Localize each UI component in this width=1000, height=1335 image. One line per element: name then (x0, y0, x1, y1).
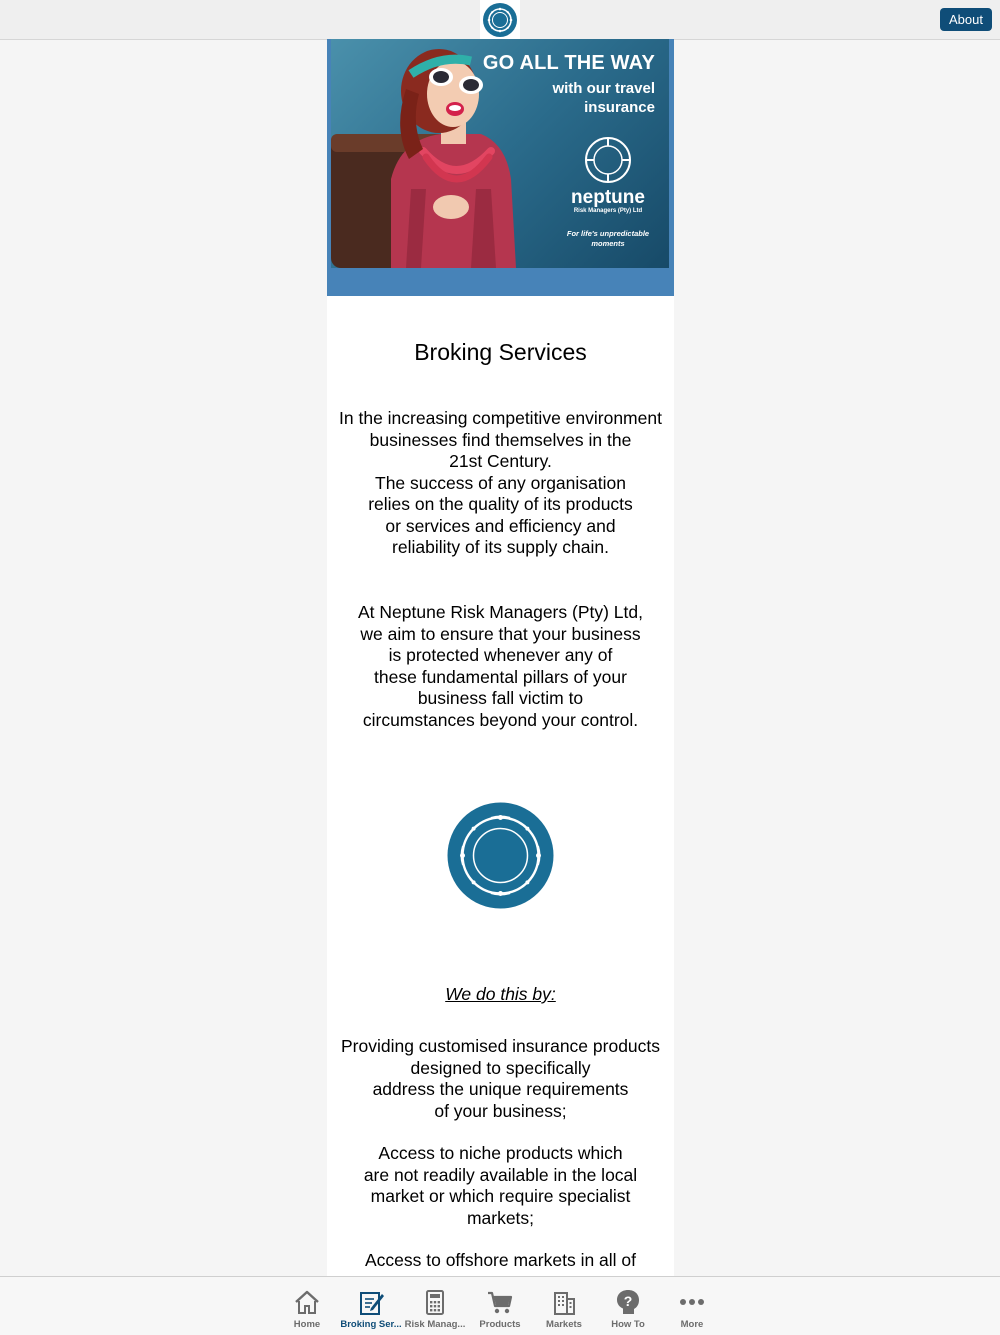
text-line: businesses find themselves in the (369, 429, 632, 450)
tab-label: More (680, 1319, 704, 1330)
banner-brand: neptune (571, 187, 645, 208)
text-line: address the unique requirements (372, 1079, 629, 1099)
tab-more[interactable] (660, 1277, 724, 1335)
service-item-offshore (327, 1250, 674, 1272)
main-content (327, 39, 674, 1276)
edit-document-icon (357, 1288, 385, 1316)
neptune-lifebuoy-logo-icon (447, 802, 554, 909)
tab-label: How To (611, 1319, 645, 1330)
text-line: Access to offshore markets in all of (364, 1250, 637, 1270)
tab-label: Home (293, 1319, 321, 1330)
bottom-tab-bar (0, 1276, 1000, 1335)
service-item-niche (327, 1143, 674, 1229)
neptune-lifebuoy-icon (582, 134, 634, 186)
mission-paragraph (327, 602, 674, 731)
home-icon (293, 1288, 321, 1316)
banner-brand-sub: Risk Managers (Pty) Ltd (573, 208, 643, 214)
tab-how-to[interactable] (596, 1277, 660, 1335)
tab-risk-management[interactable] (403, 1277, 467, 1335)
text-line: of your business; (434, 1100, 567, 1121)
text-line: designed to specifically (410, 1057, 591, 1078)
text-line: In the increasing competitive environment (339, 408, 662, 428)
text-line: relies on the quality of its products (368, 494, 633, 514)
service-item-customised (327, 1036, 674, 1122)
text-line: these fundamental pillars of your (374, 666, 627, 687)
text-line: At Neptune Risk Managers (Pty) Ltd, (358, 602, 643, 622)
text-line: The success of any organisation (375, 472, 626, 493)
we-do-this-heading: We do this by: (445, 984, 556, 1004)
text-line: market or which require specialist (370, 1186, 631, 1206)
building-icon (550, 1288, 578, 1316)
tab-home[interactable] (275, 1277, 339, 1335)
about-button[interactable]: About (940, 8, 992, 31)
banner-headline: GO ALL THE WAY (482, 52, 655, 74)
question-icon (614, 1288, 642, 1316)
intro-paragraph (327, 408, 674, 559)
text-line: 21st Century. (449, 451, 552, 471)
text-line: Providing customised insurance products (340, 1036, 661, 1056)
travel-insurance-banner (331, 39, 669, 268)
tab-label: Products (479, 1319, 521, 1330)
cart-icon (486, 1288, 514, 1316)
calculator-icon (421, 1288, 449, 1316)
neptune-logo-icon (480, 0, 520, 39)
tab-label: Risk Manag... (404, 1319, 466, 1330)
svg-text:?: ? (623, 1293, 633, 1309)
text-line: circumstances beyond your control. (362, 709, 639, 730)
text-line: or services and efficiency and (385, 515, 616, 536)
tab-markets[interactable] (532, 1277, 596, 1335)
banner-band (327, 39, 674, 296)
text-line: business fall victim to (417, 688, 584, 708)
tab-label: Markets (546, 1319, 582, 1330)
more-dots-icon (678, 1288, 706, 1316)
tab-broking-services[interactable] (339, 1277, 403, 1335)
banner-tagline: For life's unpredictable moments (566, 229, 650, 248)
tab-label: Broking Ser... (340, 1319, 402, 1330)
text-line: markets; (466, 1207, 535, 1228)
text-line: Access to niche products which (378, 1143, 623, 1163)
text-line: we aim to ensure that your business (360, 623, 641, 644)
text-line: are not readily available in the local (363, 1164, 638, 1185)
banner-subline: with our travel insurance (552, 80, 655, 116)
page-title: Broking Services (414, 339, 587, 365)
text-line: reliability of its supply chain. (392, 537, 609, 557)
top-navigation-bar (0, 0, 1000, 40)
text-line: is protected whenever any of (388, 645, 613, 665)
tab-products[interactable] (468, 1277, 532, 1335)
